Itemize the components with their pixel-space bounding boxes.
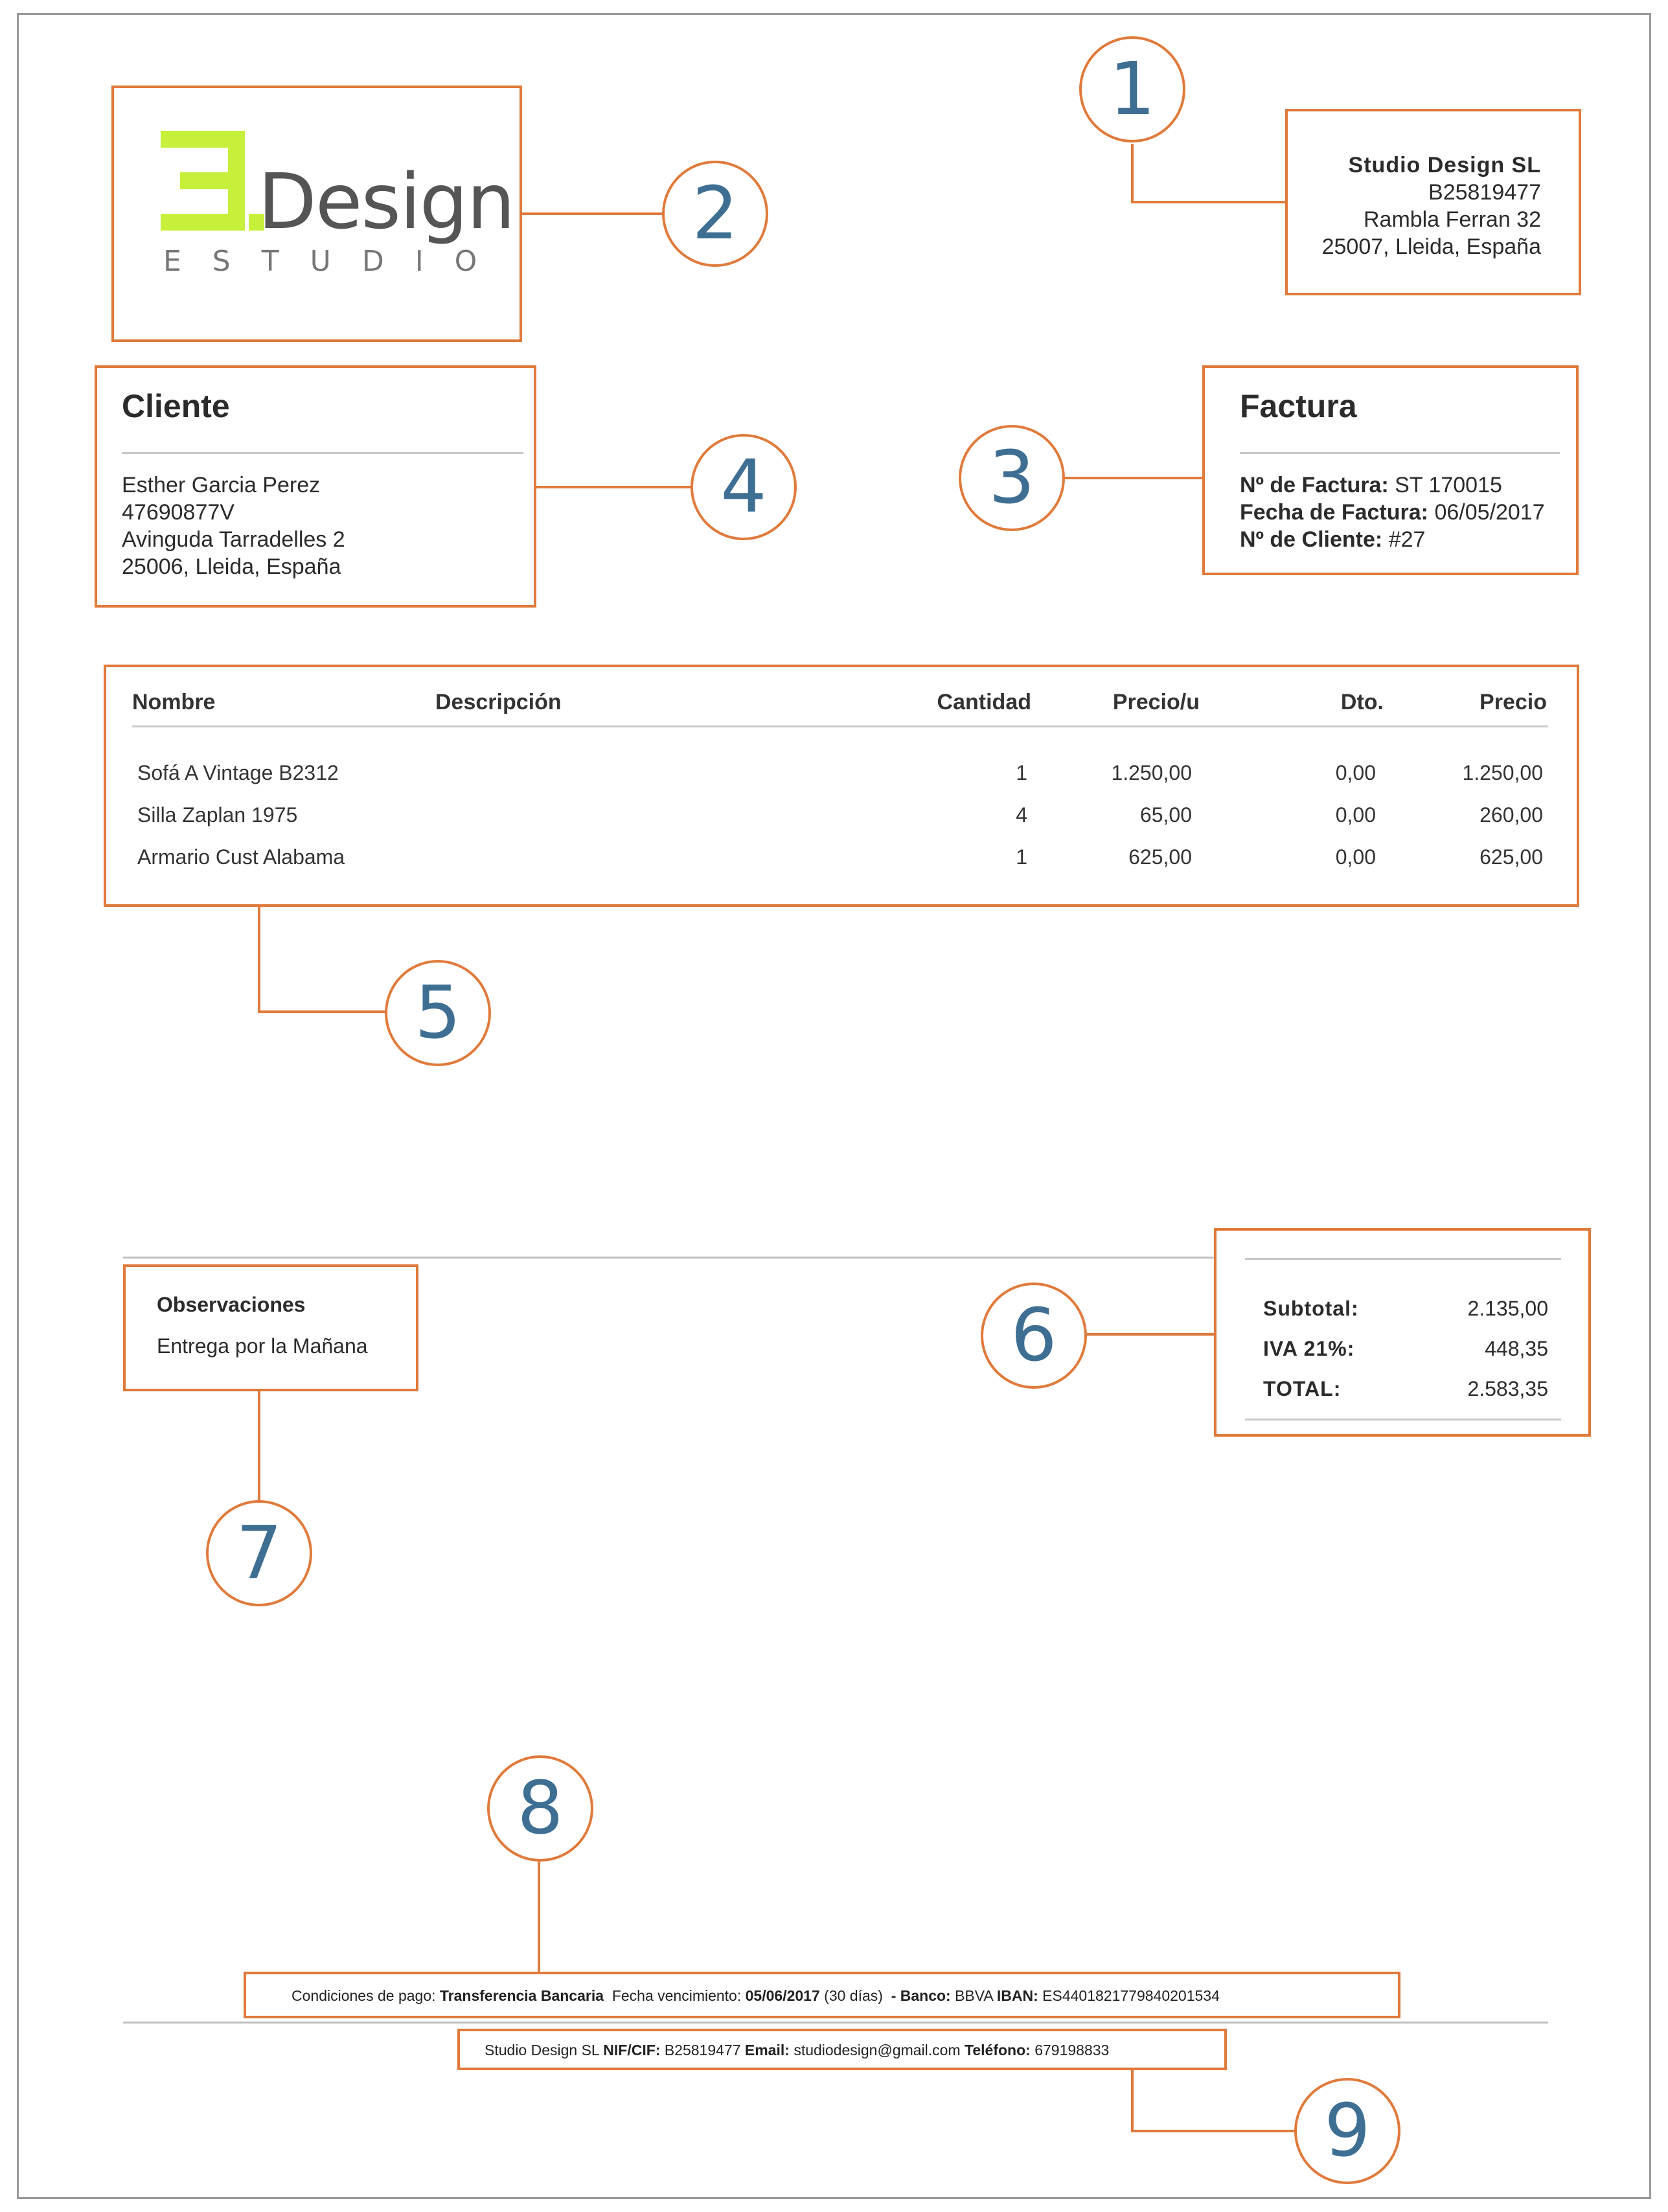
footer-email: studiodesign@gmail.com [794,2042,961,2058]
footer-nif-label: NIF/CIF: [603,2042,661,2058]
col-header-description: Descripción [435,690,562,714]
connector-3 [1062,477,1205,479]
callout-3: 3 [959,425,1065,531]
callout-6: 6 [981,1283,1087,1389]
payment-cond: Transferencia Bancaria [439,1987,604,2004]
invoice-number-label: Nº de Factura: [1240,473,1389,497]
col-header-name: Nombre [132,690,216,714]
row-price: 260,00 [1479,803,1543,827]
row-unit: 1.250,00 [1111,761,1192,784]
row-price: 625,00 [1479,845,1543,869]
logo-box [111,86,522,342]
footer-name: Studio Design SL [485,2042,599,2058]
invoice-date-label: Fecha de Factura: [1240,500,1428,525]
row-dto: 0,00 [1335,803,1376,827]
col-header-unit: Precio/u [1112,690,1200,714]
payment-iban: ES4401821779840201534 [1042,1987,1220,2004]
row-price: 1.250,00 [1462,761,1543,784]
callout-5: 5 [385,960,491,1066]
client-address: Avinguda Tarradelles 2 [122,527,345,552]
logo [161,131,264,231]
payment-box [244,1972,1400,2018]
invoice-box [1202,365,1579,575]
observations-title: Observaciones [157,1293,306,1316]
row-unit: 625,00 [1128,845,1192,869]
row-unit: 65,00 [1139,803,1192,827]
iva-value: 448,35 [1485,1337,1548,1360]
client-title: Cliente [122,388,230,424]
connector-7 [258,1390,260,1501]
callout-4: 4 [691,434,797,540]
invoice-title: Factura [1240,388,1357,424]
connector-8 [538,1859,540,1973]
row-qty: 1 [1016,761,1027,784]
total-value: 2.583,35 [1467,1377,1548,1400]
invoice-number: ST 170015 [1395,473,1502,497]
col-header-price: Precio [1479,690,1547,714]
subtotal-label: Subtotal: [1263,1297,1359,1320]
row-qty: 1 [1016,845,1027,869]
footer-email-label: Email: [744,2042,790,2058]
row-name: Sofá A Vintage B2312 [137,761,339,784]
connector-1-v [1131,144,1134,203]
callout-1: 1 [1079,36,1185,143]
logo-word: Design [258,157,514,246]
client-name: Esther Garcia Perez [122,473,321,497]
logo-subtitle: ESTUDIO [163,245,508,278]
payment-due: 05/06/2017 [745,1987,820,2004]
payment-bank: BBVA [955,1987,993,2004]
footer-nif: B25819477 [664,2042,741,2058]
row-name: Armario Cust Alabama [137,845,345,869]
footer-box [457,2029,1227,2070]
callout-2: 2 [662,161,768,267]
connector-9-h [1131,2130,1296,2132]
connector-6 [1086,1333,1215,1336]
company-nif: B25819477 [1428,180,1541,205]
connector-4 [535,486,692,488]
invoice-divider [1240,452,1560,454]
footer-phone: 679198833 [1034,2042,1110,2058]
col-header-qty: Cantidad [937,690,1031,714]
subtotal-value: 2.135,00 [1467,1297,1548,1320]
totals-box [1214,1228,1591,1437]
row-name: Silla Zaplan 1975 [137,803,298,827]
payment-cond-label: Condiciones de pago: [291,1987,436,2004]
totals-bottom-rule [1245,1419,1561,1420]
company-city: 25007, Lleida, España [1321,234,1541,259]
client-box [95,365,536,608]
connector-9-v [1131,2065,1134,2132]
total-label: TOTAL: [1263,1377,1342,1400]
row-dto: 0,00 [1335,845,1376,869]
table-header-rule [132,725,1548,727]
client-id: 47690877V [122,500,234,525]
company-box [1285,109,1581,295]
row-qty: 4 [1016,803,1027,827]
totals-top-rule [1245,1258,1561,1260]
payment-iban-label: IBAN: [996,1987,1038,2004]
connector-5-h [258,1010,386,1013]
connector-5-v [258,906,260,1013]
payment-line [291,1987,1220,2005]
connector-2 [521,212,664,215]
company-name: Studio Design SL [1348,153,1541,177]
footer-phone-label: Teléfono: [965,2042,1031,2058]
invoice-date: 06/05/2017 [1434,500,1545,525]
payment-due-note: (30 días) [824,1987,883,2004]
payment-due-label: Fecha vencimiento: [611,1987,742,2004]
callout-7: 7 [206,1500,312,1606]
invoice-client-label: Nº de Cliente: [1240,527,1383,552]
col-header-dto: Dto. [1340,690,1384,714]
client-city: 25006, Lleida, España [122,554,341,579]
connector-1-h [1131,201,1286,203]
observations-text: Entrega por la Mañana [157,1334,368,1358]
payment-bank-label: - Banco: [891,1987,951,2004]
iva-label: IVA 21%: [1263,1337,1355,1360]
observations-box [123,1264,418,1391]
row-dto: 0,00 [1335,761,1376,784]
footer-rule [123,2022,1548,2024]
footer-line [485,2042,1109,2059]
logo-mark-icon [161,131,264,231]
callout-8: 8 [487,1755,593,1862]
company-address: Rambla Ferran 32 [1363,207,1541,232]
client-divider [122,452,523,454]
invoice-client-no: #27 [1388,527,1426,552]
callout-9: 9 [1294,2078,1400,2184]
